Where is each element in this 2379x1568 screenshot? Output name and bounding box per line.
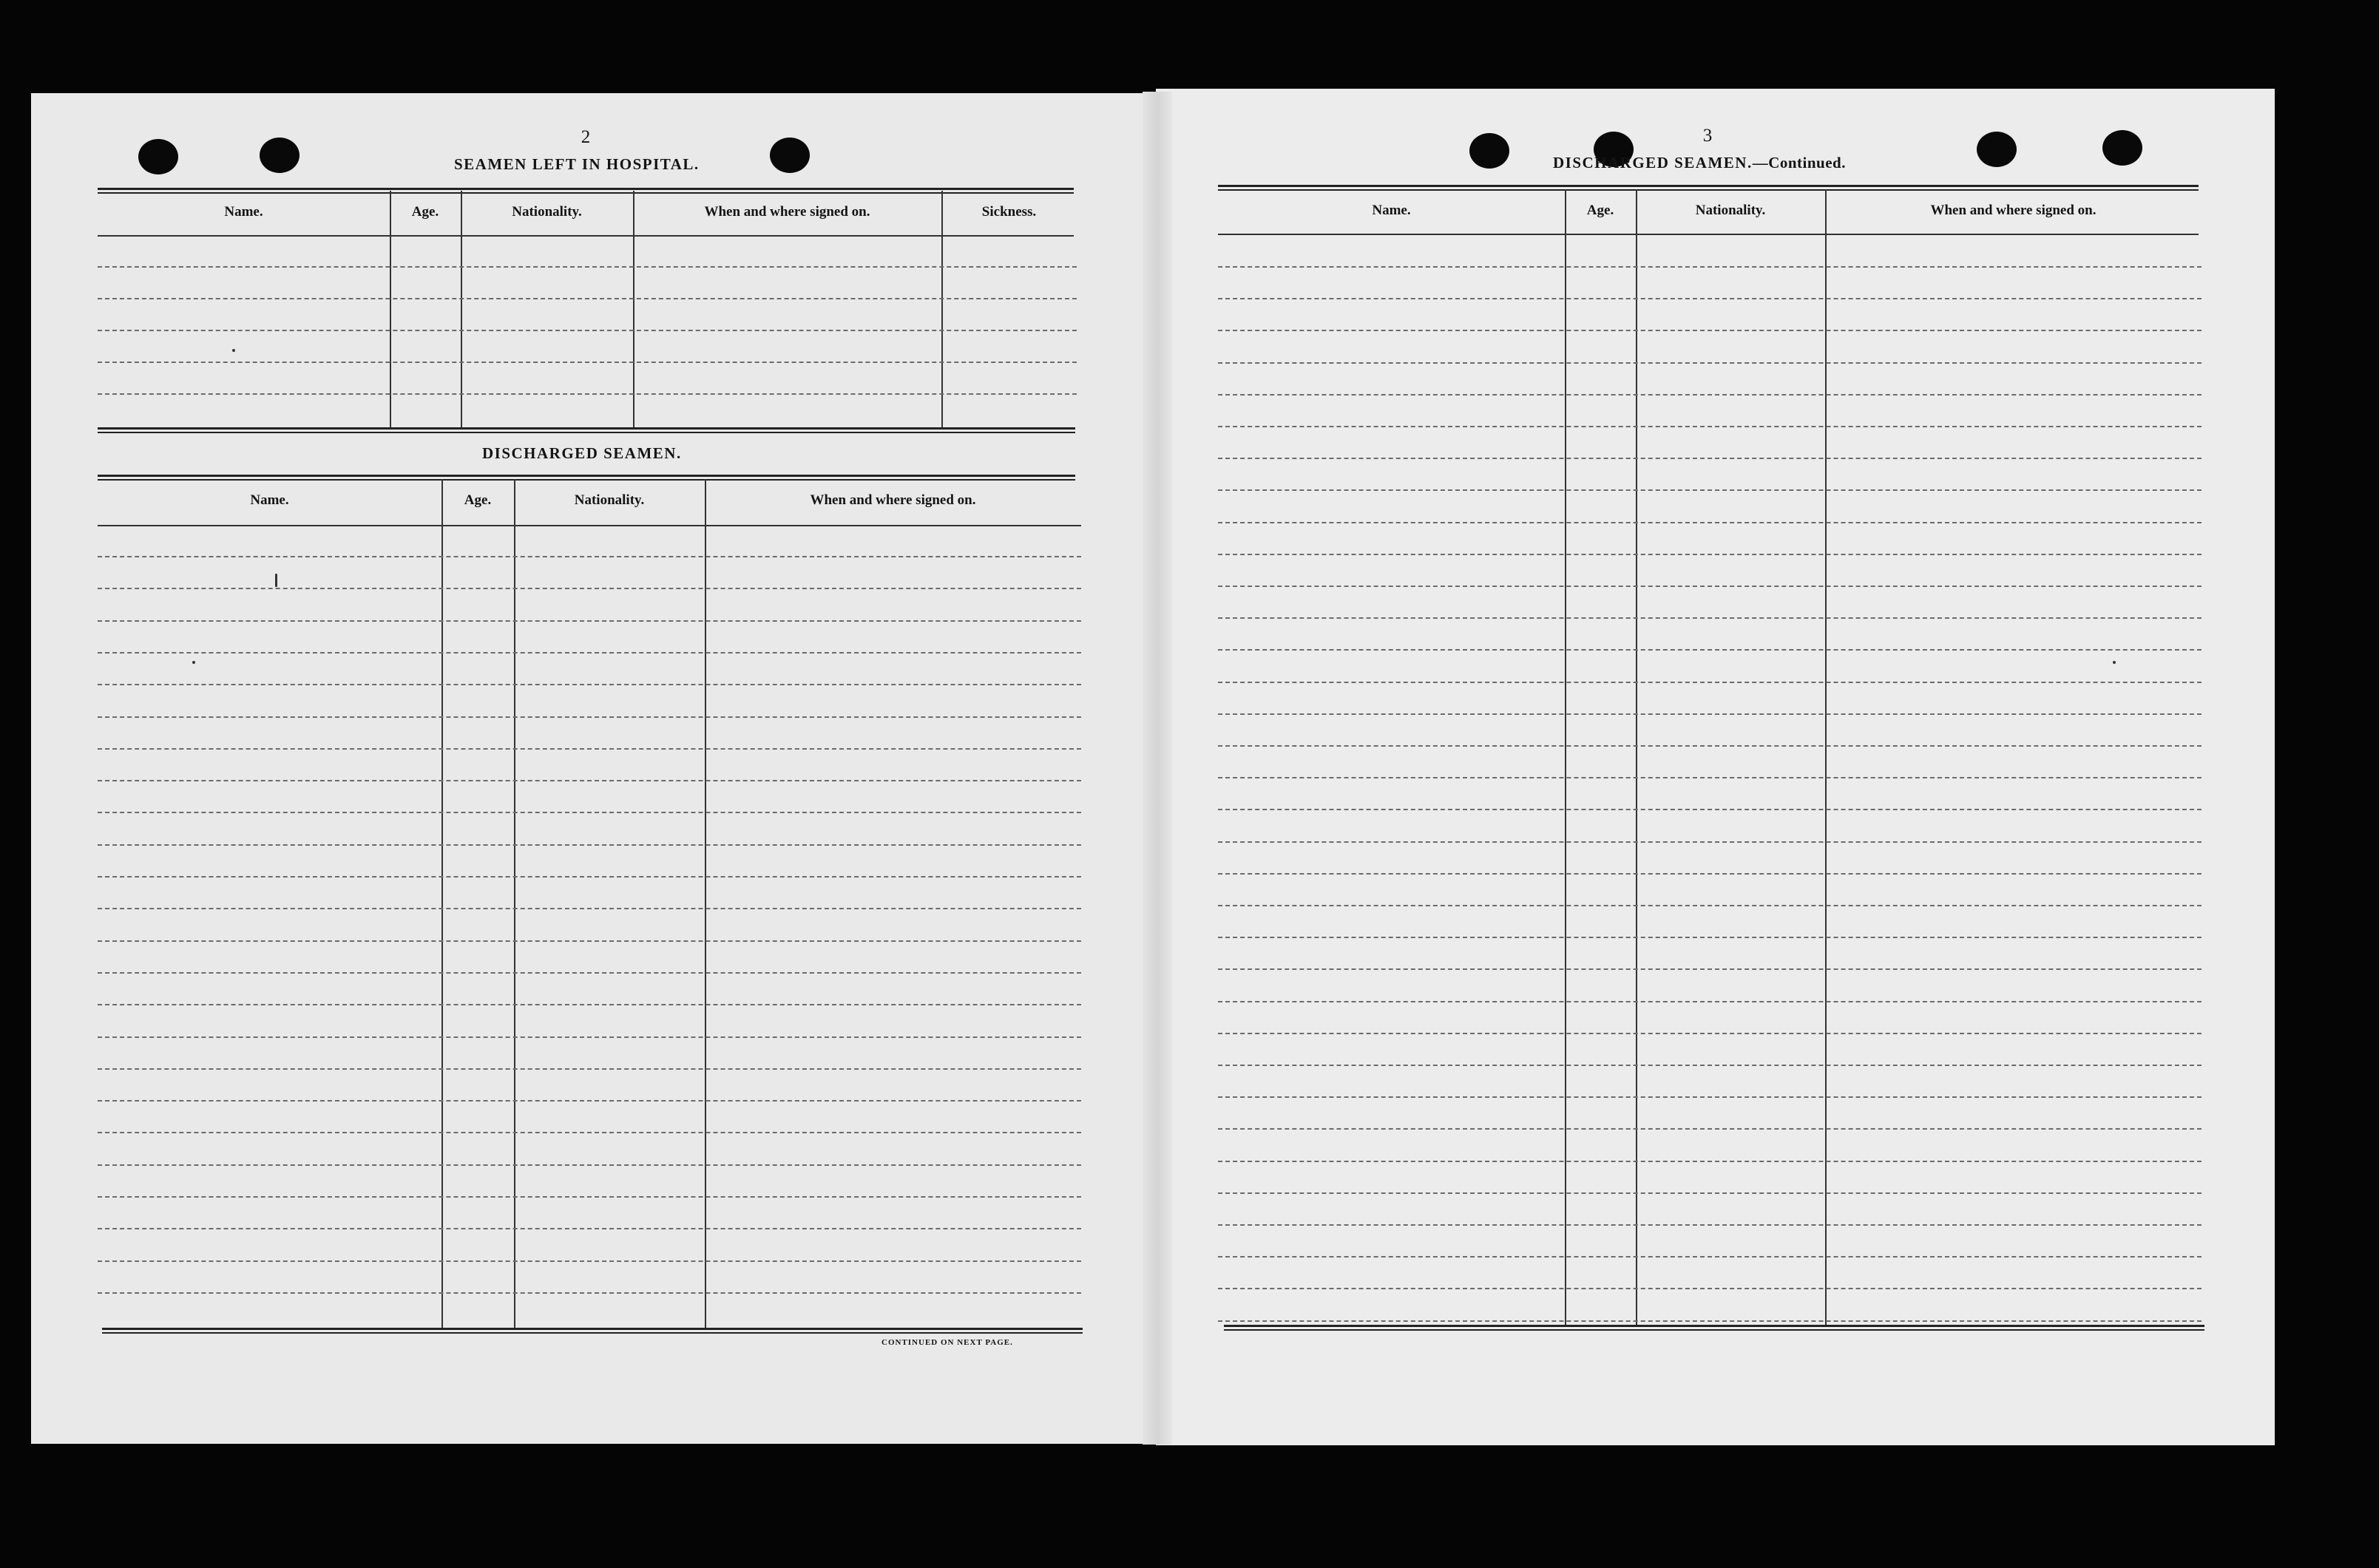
ruled-line xyxy=(98,748,1081,750)
punch-hole xyxy=(1977,132,2017,167)
ruled-line xyxy=(1218,682,2202,683)
ruled-line xyxy=(1218,1288,2202,1289)
ruled-line xyxy=(1218,905,2202,906)
ruled-line xyxy=(1218,841,2202,843)
column-header: Nationality. xyxy=(574,492,645,508)
ruled-line xyxy=(98,652,1081,654)
ruled-line xyxy=(1218,426,2202,427)
table-top-rule xyxy=(1218,185,2199,191)
ruled-line xyxy=(98,1132,1081,1133)
ruled-line xyxy=(1218,522,2202,523)
ruled-line xyxy=(1218,1065,2202,1066)
column-divider xyxy=(705,479,706,1328)
page-number-right: 3 xyxy=(1702,126,1713,146)
column-header: Nationality. xyxy=(512,204,582,220)
page-speck xyxy=(192,661,195,664)
ruled-line xyxy=(98,780,1081,781)
column-header: Sickness. xyxy=(981,204,1037,220)
column-header: Name. xyxy=(250,492,289,508)
ruled-line xyxy=(1218,330,2202,331)
ruled-line xyxy=(1218,968,2202,970)
ruled-line xyxy=(98,876,1081,878)
right-page xyxy=(1156,89,2275,1445)
left-page xyxy=(31,93,1161,1444)
discharged-continued-title xyxy=(1553,154,1846,172)
ruled-line xyxy=(1218,554,2202,555)
ruled-line xyxy=(1218,1192,2202,1194)
ruled-line xyxy=(98,1260,1081,1262)
ruled-line xyxy=(1218,617,2202,619)
column-divider xyxy=(633,191,634,427)
ruled-line xyxy=(1218,745,2202,747)
column-header: When and where signed on. xyxy=(1930,203,2097,218)
ruled-line xyxy=(1218,458,2202,459)
ruled-line xyxy=(98,330,1077,331)
column-divider xyxy=(514,479,515,1328)
column-divider xyxy=(941,191,943,427)
title-suffix: —Continued. xyxy=(1752,154,1846,172)
column-divider xyxy=(441,479,443,1328)
ruled-line xyxy=(98,393,1077,395)
header-rule xyxy=(98,235,1074,237)
ruled-line xyxy=(98,716,1081,718)
ruled-line xyxy=(1218,586,2202,587)
ruled-line xyxy=(1218,1256,2202,1258)
column-divider xyxy=(1636,189,1637,1325)
ruled-line xyxy=(1218,1096,2202,1098)
column-divider xyxy=(1565,189,1566,1325)
column-divider xyxy=(390,191,391,427)
ruled-line xyxy=(98,908,1081,909)
punch-hole xyxy=(138,139,178,174)
ruled-line xyxy=(1218,298,2202,299)
ruled-line xyxy=(1218,1033,2202,1034)
column-header: Name. xyxy=(1372,203,1411,218)
column-header: Age. xyxy=(1586,203,1614,218)
ruled-line xyxy=(1218,1001,2202,1002)
ruled-line xyxy=(1218,1161,2202,1162)
page-number-left: 2 xyxy=(581,127,591,147)
ruled-line xyxy=(1218,266,2202,268)
column-header: Name. xyxy=(224,204,263,220)
ruled-line xyxy=(1218,1128,2202,1130)
ruled-line xyxy=(1218,1224,2202,1226)
ruled-line xyxy=(1218,777,2202,778)
ruled-line xyxy=(1218,649,2202,651)
table-top-rule xyxy=(98,475,1075,481)
ruled-line xyxy=(98,556,1081,557)
column-header: Age. xyxy=(411,204,439,220)
discharged-section-title: DISCHARGED SEAMEN. xyxy=(482,444,682,462)
ruled-line xyxy=(98,362,1077,363)
column-header: When and where signed on. xyxy=(810,492,976,508)
punch-hole xyxy=(1469,133,1509,169)
ruled-line xyxy=(1218,1320,2202,1322)
hospital-section-title: SEAMEN LEFT IN HOSPITAL. xyxy=(454,155,700,173)
punch-hole xyxy=(770,138,810,173)
ruled-line xyxy=(98,1004,1081,1005)
page-speck xyxy=(2113,661,2116,664)
page-speck xyxy=(232,349,235,352)
ruled-line xyxy=(1218,489,2202,491)
page-speck xyxy=(275,574,277,587)
column-divider xyxy=(1825,189,1827,1325)
ruled-line xyxy=(98,620,1081,622)
ruled-line xyxy=(98,812,1081,813)
ruled-line xyxy=(98,940,1081,942)
column-divider xyxy=(461,191,462,427)
punch-hole xyxy=(2102,130,2142,166)
table-bottom-rule xyxy=(102,1328,1083,1334)
ruled-line xyxy=(98,1068,1081,1070)
continued-note: CONTINUED ON NEXT PAGE. xyxy=(881,1338,1013,1347)
ruled-line xyxy=(1218,809,2202,810)
ruled-line xyxy=(1218,362,2202,364)
ruled-line xyxy=(98,588,1081,589)
ruled-line xyxy=(98,1036,1081,1038)
punch-hole xyxy=(260,138,300,173)
ruled-line xyxy=(98,684,1081,685)
table-top-rule xyxy=(98,188,1074,194)
ruled-line xyxy=(1218,713,2202,715)
title-main: DISCHARGED SEAMEN. xyxy=(1553,154,1753,172)
column-header: When and where signed on. xyxy=(704,204,870,220)
header-rule xyxy=(1218,234,2199,235)
binding-gutter xyxy=(1143,92,1172,1445)
ruled-line xyxy=(98,1228,1081,1229)
ruled-line xyxy=(1218,937,2202,938)
ruled-line xyxy=(1218,394,2202,396)
ruled-line xyxy=(98,1292,1081,1294)
column-header: Age. xyxy=(464,492,492,508)
ruled-line xyxy=(98,1164,1081,1166)
ruled-line xyxy=(1218,873,2202,875)
ruled-line xyxy=(98,1100,1081,1102)
ruled-line xyxy=(98,844,1081,846)
column-header: Nationality. xyxy=(1695,203,1766,218)
ruled-line xyxy=(98,972,1081,974)
ruled-line xyxy=(98,1196,1081,1198)
ruled-line xyxy=(98,266,1077,268)
table-bottom-rule xyxy=(1224,1325,2204,1331)
header-rule xyxy=(98,525,1081,526)
table-bottom-rule xyxy=(98,427,1075,433)
ruled-line xyxy=(98,298,1077,299)
